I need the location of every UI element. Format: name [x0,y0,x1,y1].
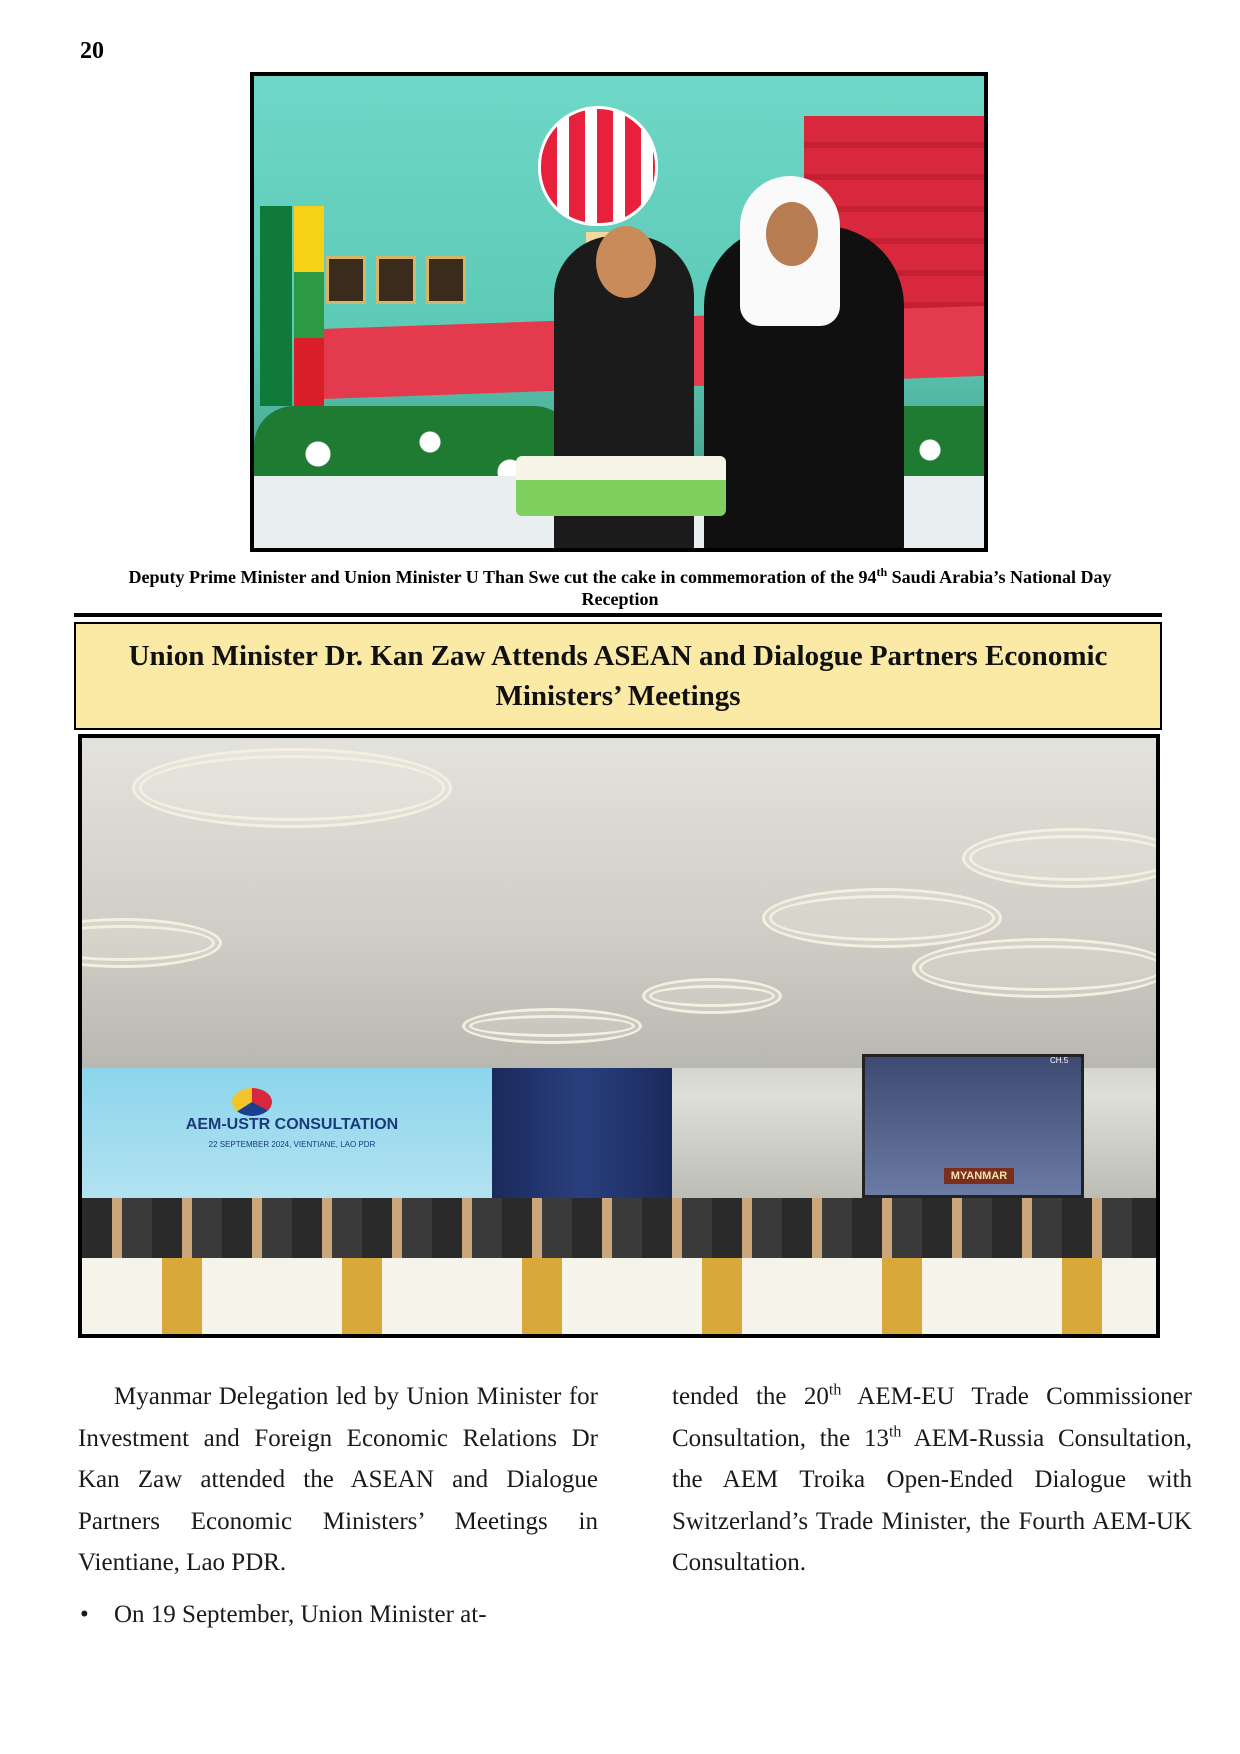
article-column-right [672,1376,1192,1584]
chandelier [762,888,1002,948]
superscript: th [828,1381,842,1399]
superscript: th [888,1423,902,1441]
caption-superscript: th [876,565,888,579]
conference-tables [82,1258,1156,1338]
chandelier [642,978,782,1014]
stage-title: AEM-USTR CONSULTATION [185,1116,399,1133]
chandelier [912,938,1160,998]
bullet-icon: • [80,1600,89,1628]
headline-box [74,622,1162,730]
screen-nameplate: MYANMAR [944,1168,1014,1184]
meeting-hall-photo [78,734,1160,1338]
screen-channel: CH.5 [1050,1056,1069,1065]
caption-text: Saudi Arabia’s National Day Reception [581,567,1112,609]
article-text: AEM-EU Trade Commissioner Consultation, the 13 [672,1383,1192,1452]
balloon-decor [538,106,658,226]
cake [516,456,726,516]
bullet-text: On 19 September, Union Minister at- [114,1600,487,1628]
myanmar-flag [294,206,324,406]
article-paragraph [672,1376,1192,1584]
article-paragraph: Myanmar Delegation led by Union Minister for Investment and Foreign Economic Relations Dr Kan Zaw attended the ASEAN and Dialogue Partners Economic Ministers’ Meetings in Vientiane, Lao PDR. [78,1383,598,1576]
stage-subtitle: 22 SEPTEMBER 2024, VIENTIANE, LAO PDR [208,1140,376,1149]
portrait [376,256,416,304]
article-text: AEM-Russia Consultation, the AEM Troika Open-Ended Dialogue with Switzerland’s Trade Minister, the Fourth AEM-UK Consultation. [672,1424,1192,1576]
section-divider [74,613,1162,617]
asean-logo-icon [232,1088,272,1116]
article-headline: Union Minister Dr. Kan Zaw Attends ASEAN and Dialogue Partners Economic Ministers’ Meetings [128,640,1108,712]
chandelier [132,748,452,828]
person-head [766,202,818,266]
page-number: 20 [80,38,104,64]
article-text: tended the 20 [672,1383,829,1410]
cake-cutting-photo [250,72,988,552]
portrait [326,256,366,304]
bullet-item [78,1594,598,1636]
article-column-left [78,1376,598,1635]
chandelier [462,1008,642,1044]
saudi-flag [260,206,292,406]
caption-text: Deputy Prime Minister and Union Minister U Than Swe cut the cake in commemoration of the 94 [128,567,877,587]
photo-caption [90,561,1150,610]
person-head [596,226,656,298]
portrait [426,256,466,304]
curtain [492,1068,672,1218]
